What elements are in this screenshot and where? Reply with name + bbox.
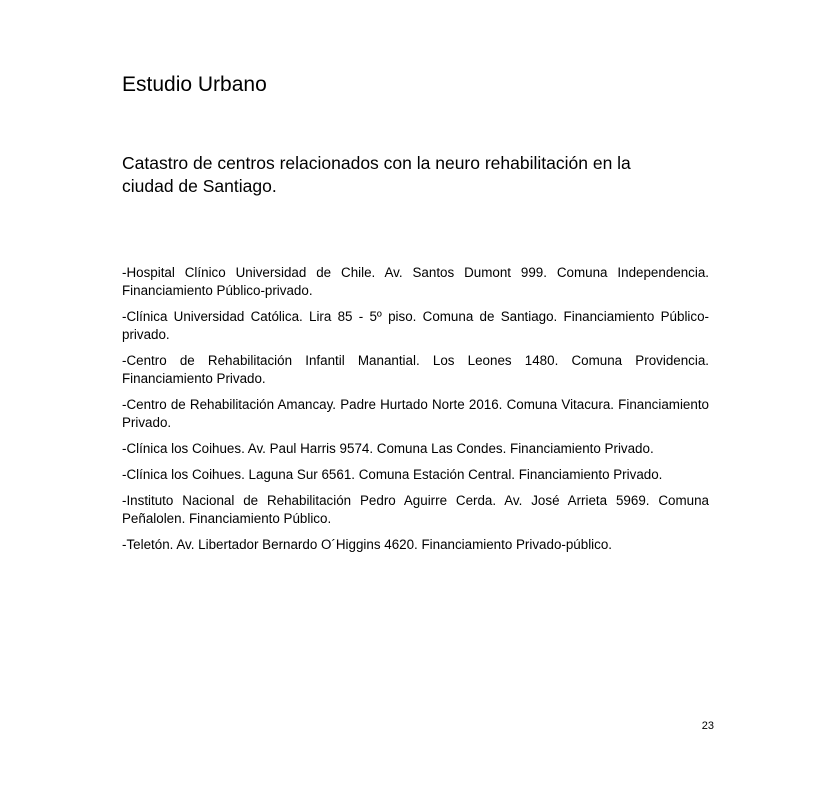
document-heading: Catastro de centros relacionados con la neuro rehabilitación en la ciudad de Santiago. xyxy=(122,153,631,196)
page-number: 23 xyxy=(701,720,714,732)
center-entry: -Instituto Nacional de Rehabilitación Pedro Aguirre Cerda. Av. José Arrieta 5969. Comuna Peñalolen. Financiamiento Público. xyxy=(122,493,709,526)
center-entry: -Hospital Clínico Universidad de Chile. Av. Santos Dumont 999. Comuna Independencia. Financiamiento Público-privado. xyxy=(122,265,709,298)
center-entry: -Clínica los Coihues. Laguna Sur 6561. Comuna Estación Central. Financiamiento Privado. xyxy=(122,467,663,482)
center-entry: -Teletón. Av. Libertador Bernardo O´Higgins 4620. Financiamiento Privado-público. xyxy=(122,537,613,552)
center-entry: -Clínica los Coihues. Av. Paul Harris 9574. Comuna Las Condes. Financiamiento Privado. xyxy=(122,441,654,456)
center-entry: -Clínica Universidad Católica. Lira 85 - 5º piso. Comuna de Santiago. Financiamiento Público-privado. xyxy=(122,309,709,342)
center-entry: -Centro de Rehabilitación Amancay. Padre Hurtado Norte 2016. Comuna Vitacura. Financiamiento Privado. xyxy=(122,397,709,430)
section-title: Estudio Urbano xyxy=(122,73,267,96)
centers-list xyxy=(122,264,709,562)
center-entry: -Centro de Rehabilitación Infantil Manantial. Los Leones 1480. Comuna Providencia. Financiamiento Privado. xyxy=(122,353,709,386)
